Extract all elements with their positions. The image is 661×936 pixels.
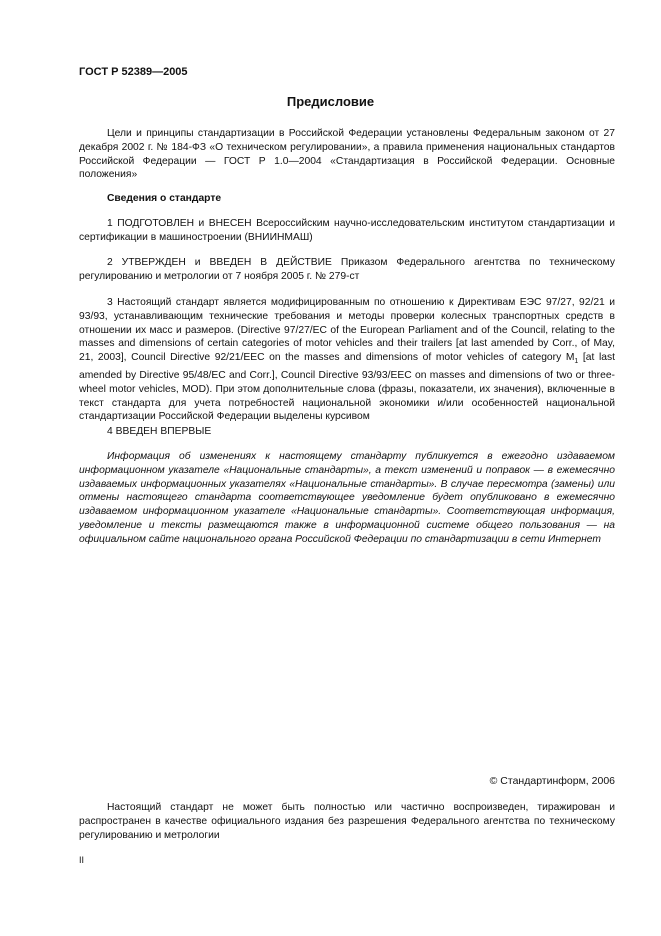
page-number: II (79, 855, 85, 865)
item-3-text-a: 3 Настоящий стандарт является модифицированным по отношению к Директивам ЕЭС 97/27, 92/21 и 93/93, устанавливающим технические требования и методы проверки колесных транспортных средств в отношении их масс и размеров. (Directive 97/27/EC of the European Parliament and of the Council, relating to the masses and dimensions of certain categories of motor vehicles and their trailers [at last amended by Corr., of May, 21, 2003], Council Directive 92/21/EEC on the masses and dimensions of motor vehicles of category M (79, 297, 615, 364)
intro-paragraph: Цели и принципы стандартизации в Российской Федерации установлены Федеральным законом от 27 декабря 2002 г. № 184-ФЗ «О техническом регулировании», а правила применения национальных стандартов Российской Федерации — ГОСТ Р 1.0—2004 «Стандартизация в Российской Федерации. Основные положения» (79, 128, 615, 181)
section-heading: Сведения о стандарте (107, 193, 222, 204)
notice-paragraph: Информация об изменениях к настоящему стандарту публикуется в ежегодно издаваемом информационном указателе «Национальные стандарты», а текст изменений и поправок — в ежемесячно издаваемых информационных указателях «Национальные стандарты». В случае пересмотра (замены) или отмены настоящего стандарта соответствующее уведомление будет опубликовано в ежемесячно издаваемом информационном указателе «Национальные стандарты». Соответствующая информация, уведомление и тексты размещаются также в информационной системе общего пользования — на официальном сайте национального органа Российской Федерации по стандартизации в сети Интернет (79, 451, 615, 545)
item-3-subscript: 1 (574, 358, 579, 366)
item-3-text-b: [at last amended by Directive 95/48/EC and Corr.], Council Directive 93/93/EEC on masses and dimensions of two or three-wheel motor vehicles, MOD). При этом дополнительные слова (фразы, показатели, их значения), включенные в текст стандарта для учета потребностей национальной экономики и/или особенностей национальной стандартизации Российской Федерации выделены курсивом (79, 352, 615, 423)
item-4: 4 ВВЕДЕН ВПЕРВЫЕ (107, 426, 212, 437)
page-title: Предисловие (286, 94, 375, 109)
item-3 (79, 296, 615, 424)
item-1: 1 ПОДГОТОВЛЕН и ВНЕСЕН Всероссийским научно-исследовательским институтом стандартизации и сертификации в машиностроении (ВНИИНМАШ) (79, 218, 615, 243)
footer-paragraph: Настоящий стандарт не может быть полностью или частично воспроизведен, тиражирован и распространен в качестве официального издания без разрешения Федерального агентства по техническому регулированию и метрологии (79, 802, 615, 841)
standard-code: ГОСТ Р 52389—2005 (79, 66, 188, 78)
item-2: 2 УТВЕРЖДЕН и ВВЕДЕН В ДЕЙСТВИЕ Приказом Федерального агентства по техническому регулированию и метрологии от 7 ноября 2005 г. № 279-ст (79, 257, 615, 282)
copyright-line: © Стандартинформ, 2006 (489, 775, 615, 787)
